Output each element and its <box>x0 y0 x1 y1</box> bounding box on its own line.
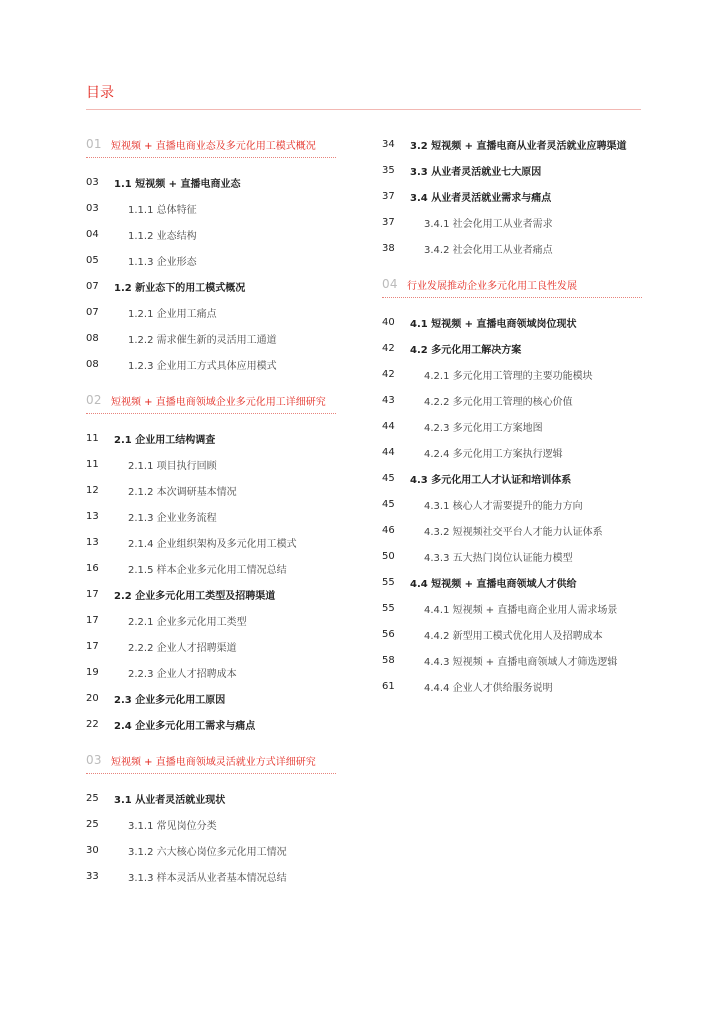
toc-right-column <box>382 131 642 699</box>
toc-subentry[interactable] <box>86 555 336 581</box>
toc-subentry[interactable] <box>86 451 336 477</box>
page-number: 11 <box>86 458 99 470</box>
entry-label: 2.2.2 企业人才招聘渠道 <box>128 642 237 654</box>
page-number: 33 <box>86 870 99 882</box>
entry-label: 2.1.2 本次调研基本情况 <box>128 486 237 498</box>
page-number: 25 <box>86 818 99 830</box>
page-number: 17 <box>86 614 99 626</box>
page-number: 55 <box>382 576 395 588</box>
entry-label: 3.1.1 常见岗位分类 <box>128 820 217 832</box>
toc-subentry[interactable] <box>86 195 336 221</box>
page-number: 34 <box>382 138 395 150</box>
toc-left-column <box>86 131 336 889</box>
toc-entry[interactable] <box>382 309 642 335</box>
page-number: 40 <box>382 316 395 328</box>
entry-label: 1.1.1 总体特征 <box>128 204 197 216</box>
entry-label: 4.2.1 多元化用工管理的主要功能模块 <box>424 370 593 382</box>
toc-subentry[interactable] <box>86 247 336 273</box>
page-number: 11 <box>86 432 99 444</box>
entry-label: 3.1 从业者灵活就业现状 <box>114 794 226 806</box>
entry-label: 2.4 企业多元化用工需求与痛点 <box>114 720 256 732</box>
toc-section-heading[interactable] <box>382 271 642 298</box>
page-number: 56 <box>382 628 395 640</box>
section-number: 02 <box>86 393 102 407</box>
toc-subentry[interactable] <box>86 477 336 503</box>
toc-entry[interactable] <box>382 157 642 183</box>
entry-label: 2.2 企业多元化用工类型及招聘渠道 <box>114 590 276 602</box>
toc-subentry[interactable] <box>382 387 642 413</box>
toc-subentry[interactable] <box>382 543 642 569</box>
page-number: 20 <box>86 692 99 704</box>
entry-label: 4.4.2 新型用工模式优化用人及招聘成本 <box>424 630 603 642</box>
entry-label: 4.2.3 多元化用工方案地图 <box>424 422 543 434</box>
toc-subentry[interactable] <box>382 491 642 517</box>
entry-label: 3.3 从业者灵活就业七大原因 <box>410 166 542 178</box>
toc-subentry[interactable] <box>382 235 642 261</box>
page-number: 43 <box>382 394 395 406</box>
section-number: 04 <box>382 277 398 291</box>
toc-entry[interactable] <box>382 131 642 157</box>
page-number: 03 <box>86 202 99 214</box>
toc-subentry[interactable] <box>86 503 336 529</box>
section-spacer <box>86 377 336 387</box>
entry-label: 2.2.3 企业人才招聘成本 <box>128 668 237 680</box>
page-number: 17 <box>86 588 99 600</box>
entry-label: 4.2.2 多元化用工管理的核心价值 <box>424 396 573 408</box>
section-spacer <box>86 737 336 747</box>
page-number: 05 <box>86 254 99 266</box>
toc-subentry[interactable] <box>382 621 642 647</box>
page-number: 04 <box>86 228 99 240</box>
entry-label: 1.1.3 企业形态 <box>128 256 197 268</box>
page-number: 44 <box>382 446 395 458</box>
toc-subentry[interactable] <box>86 607 336 633</box>
toc-entry[interactable] <box>86 169 336 195</box>
entry-label: 3.4 从业者灵活就业需求与痛点 <box>410 192 552 204</box>
entry-label: 3.1.2 六大核心岗位多元化用工情况 <box>128 846 287 858</box>
title-divider <box>86 109 641 110</box>
page-number: 08 <box>86 358 99 370</box>
entry-label: 4.4.4 企业人才供给服务说明 <box>424 682 553 694</box>
toc-subentry[interactable] <box>382 517 642 543</box>
toc-subentry[interactable] <box>86 299 336 325</box>
toc-subentry[interactable] <box>382 361 642 387</box>
toc-subentry[interactable] <box>382 413 642 439</box>
page-number: 13 <box>86 536 99 548</box>
page-number: 19 <box>86 666 99 678</box>
page-number: 38 <box>382 242 395 254</box>
toc-entry[interactable] <box>382 335 642 361</box>
toc-section-heading[interactable] <box>86 747 336 774</box>
page-number: 25 <box>86 792 99 804</box>
section-number: 03 <box>86 753 102 767</box>
toc-entry[interactable] <box>86 711 336 737</box>
entry-label: 1.1 短视频 + 直播电商业态 <box>114 178 241 190</box>
entry-label: 2.1.5 样本企业多元化用工情况总结 <box>128 564 287 576</box>
toc-subentry[interactable] <box>382 647 642 673</box>
toc-subentry[interactable] <box>86 863 336 889</box>
entry-label: 4.3.2 短视频社交平台人才能力认证体系 <box>424 526 603 538</box>
entry-label: 3.1.3 样本灵活从业者基本情况总结 <box>128 872 287 884</box>
toc-section-heading[interactable] <box>86 387 336 414</box>
entry-label: 4.4 短视频 + 直播电商领域人才供给 <box>410 578 577 590</box>
page-number: 42 <box>382 368 395 380</box>
section-title: 短视频 + 直播电商领域灵活就业方式详细研究 <box>111 756 316 768</box>
page-number: 37 <box>382 216 395 228</box>
page-number: 22 <box>86 718 99 730</box>
entry-label: 3.2 短视频 + 直播电商从业者灵活就业应聘渠道 <box>410 140 627 152</box>
toc-subentry[interactable] <box>86 811 336 837</box>
entry-label: 2.2.1 企业多元化用工类型 <box>128 616 247 628</box>
page-number: 58 <box>382 654 395 666</box>
page-number: 07 <box>86 306 99 318</box>
page-number: 08 <box>86 332 99 344</box>
section-title: 短视频 + 直播电商领域企业多元化用工详细研究 <box>111 396 326 408</box>
page-number: 61 <box>382 680 395 692</box>
toc-entry[interactable] <box>382 183 642 209</box>
toc-subentry[interactable] <box>86 351 336 377</box>
section-title: 短视频 + 直播电商业态及多元化用工模式概况 <box>111 140 316 152</box>
page-number: 37 <box>382 190 395 202</box>
section-number: 01 <box>86 137 102 151</box>
entry-label: 4.2 多元化用工解决方案 <box>410 344 522 356</box>
section-spacer <box>382 261 642 271</box>
page-number: 45 <box>382 498 395 510</box>
toc-entry[interactable] <box>86 685 336 711</box>
page-number: 03 <box>86 176 99 188</box>
toc-entry[interactable] <box>382 465 642 491</box>
toc-section-heading[interactable] <box>86 131 336 158</box>
page-title: 目录 <box>86 85 114 101</box>
page-number: 35 <box>382 164 395 176</box>
toc-subentry[interactable] <box>86 633 336 659</box>
toc-subentry[interactable] <box>86 659 336 685</box>
entry-label: 3.4.1 社会化用工从业者需求 <box>424 218 553 230</box>
page-number: 42 <box>382 342 395 354</box>
toc-subentry[interactable] <box>86 221 336 247</box>
toc-entry[interactable] <box>86 425 336 451</box>
page-number: 46 <box>382 524 395 536</box>
page-number: 30 <box>86 844 99 856</box>
entry-label: 4.2.4 多元化用工方案执行逻辑 <box>424 448 563 460</box>
entry-label: 4.4.3 短视频 + 直播电商领域人才筛选逻辑 <box>424 656 618 668</box>
entry-label: 4.4.1 短视频 + 直播电商企业用人需求场景 <box>424 604 618 616</box>
page-number: 07 <box>86 280 99 292</box>
entry-label: 1.1.2 业态结构 <box>128 230 197 242</box>
section-title: 行业发展推动企业多元化用工良性发展 <box>407 280 577 292</box>
toc-entry[interactable] <box>86 581 336 607</box>
entry-label: 4.3 多元化用工人才认证和培训体系 <box>410 474 572 486</box>
toc-entry[interactable] <box>382 569 642 595</box>
toc-entry[interactable] <box>86 273 336 299</box>
page-number: 45 <box>382 472 395 484</box>
toc-subentry[interactable] <box>86 837 336 863</box>
entry-label: 2.3 企业多元化用工原因 <box>114 694 226 706</box>
toc-entry[interactable] <box>86 785 336 811</box>
entry-label: 1.2.1 企业用工痛点 <box>128 308 217 320</box>
entry-label: 1.2.3 企业用工方式具体应用模式 <box>128 360 277 372</box>
entry-label: 4.3.3 五大热门岗位认证能力模型 <box>424 552 573 564</box>
toc-subentry[interactable] <box>382 595 642 621</box>
toc-subentry[interactable] <box>382 439 642 465</box>
page-number: 44 <box>382 420 395 432</box>
toc-subentry[interactable] <box>86 325 336 351</box>
entry-label: 2.1 企业用工结构调查 <box>114 434 216 446</box>
toc-subentry[interactable] <box>382 209 642 235</box>
toc-subentry[interactable] <box>86 529 336 555</box>
entry-label: 4.3.1 核心人才需要提升的能力方向 <box>424 500 583 512</box>
page-number: 12 <box>86 484 99 496</box>
entry-label: 4.1 短视频 + 直播电商领域岗位现状 <box>410 318 577 330</box>
entry-label: 3.4.2 社会化用工从业者痛点 <box>424 244 553 256</box>
page-number: 13 <box>86 510 99 522</box>
entry-label: 1.2.2 需求催生新的灵活用工通道 <box>128 334 277 346</box>
page-number: 16 <box>86 562 99 574</box>
entry-label: 2.1.1 项目执行回顾 <box>128 460 217 472</box>
entry-label: 1.2 新业态下的用工模式概况 <box>114 282 246 294</box>
toc-subentry[interactable] <box>382 673 642 699</box>
page-number: 50 <box>382 550 395 562</box>
entry-label: 2.1.3 企业业务流程 <box>128 512 217 524</box>
entry-label: 2.1.4 企业组织架构及多元化用工模式 <box>128 538 297 550</box>
page-number: 17 <box>86 640 99 652</box>
page-number: 55 <box>382 602 395 614</box>
